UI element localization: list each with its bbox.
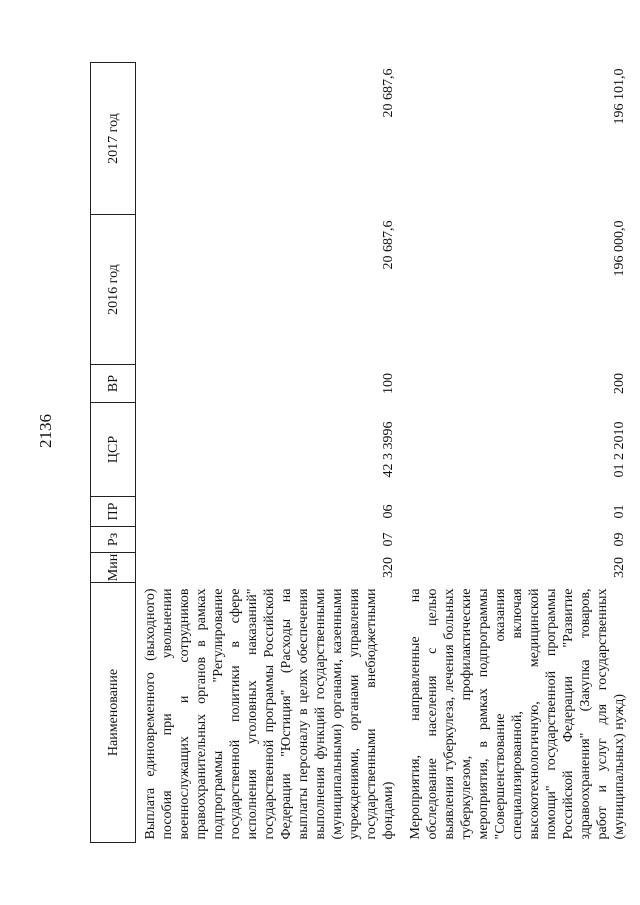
row-2017: 20 687,6 xyxy=(381,68,396,118)
col-header-vr: ВР xyxy=(91,365,136,403)
table-row xyxy=(401,63,632,843)
row-2016: 196 000,0 xyxy=(612,220,627,277)
col-header-pr: ПР xyxy=(91,497,136,527)
budget-table xyxy=(90,62,632,843)
row-pr: 06 xyxy=(381,504,396,519)
row-min: 320 xyxy=(612,557,627,578)
table-header xyxy=(91,63,136,843)
row-csr: 42 3 3996 xyxy=(381,421,396,478)
col-header-csr: ЦСР xyxy=(91,403,136,497)
row-rz: 09 xyxy=(612,532,627,547)
row-2017: 196 101,0 xyxy=(612,68,627,125)
col-header-rz: Рз xyxy=(91,527,136,553)
row-name: Мероприятия, направленные на обследование населения с целью выявления туберкулеза, лечения больных туберкулезом, профилактические мероприятия, в рамках подпрограммы "Совершенствование оказания специализированной, включая высокотехнологичную, медицинской помощи" государственной программы Российской Федерации "Развитие здравоохранения" (Закупка товаров, работ и услуг для государственных (муниципальных) нужд) xyxy=(408,588,627,840)
row-csr: 01 2 2010 xyxy=(612,421,627,478)
page-number: 2136 xyxy=(36,414,55,448)
row-rz: 07 xyxy=(381,532,396,547)
row-pr: 01 xyxy=(612,504,627,519)
row-min: 320 xyxy=(381,557,396,578)
col-header-2017: 2017 год xyxy=(91,63,136,215)
table-row xyxy=(136,63,402,843)
col-header-min: Мин xyxy=(91,553,136,583)
row-2016: 20 687,6 xyxy=(381,220,396,270)
row-vr: 100 xyxy=(381,373,396,394)
budget-table-rotated xyxy=(90,63,627,843)
col-header-name: Наименование xyxy=(91,583,136,843)
row-vr: 200 xyxy=(612,373,627,394)
col-header-2016: 2016 год xyxy=(91,215,136,365)
row-name: Выплата единовременного (выходного) пособия при увольнении военнослужащих и сотрудников правоохранительных органов в рамках подпрограммы "Регулирование государственной политики в сфере исполнения уголовных наказаний" государственной программы Российской Федерации "Юстиция" (Расходы на выплаты персоналу в целях обеспечения выполнения функций государственными (муниципальными) органами, казенными учреждениями, органами управления государственными внебюджетными фондами) xyxy=(143,588,396,840)
